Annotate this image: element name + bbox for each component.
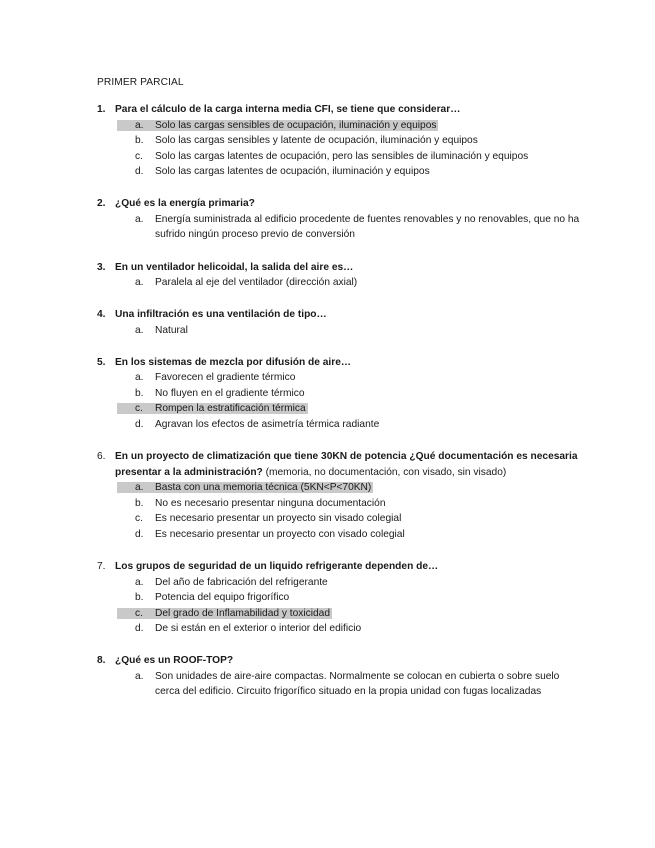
answer-list <box>97 275 587 291</box>
question-line <box>97 559 587 575</box>
answer-letter-text: a. <box>135 576 144 588</box>
answer-letter-text: b. <box>135 387 144 399</box>
question-line <box>97 449 587 480</box>
answer-list <box>97 370 587 432</box>
question-text: ¿Qué es la energía primaria? <box>115 198 255 210</box>
question-5 <box>97 355 587 433</box>
answer-letter <box>97 496 155 512</box>
answer-option <box>97 386 587 402</box>
answer-option <box>97 606 587 622</box>
answer-text-wrap <box>155 133 587 149</box>
answer-text: Del año de fabricación del refrigerante <box>155 576 328 588</box>
question-number: 6. <box>97 451 106 463</box>
answer-text-wrap <box>155 590 587 606</box>
question-2 <box>97 196 587 243</box>
answer-text: Son unidades de aire-aire compactas. Normalmente se colocan en cubierta o sobre suelo cerca del edificio. Circuito frigorífico situado en la propia unidad con fugas localizadas <box>155 670 560 698</box>
question-number: 7. <box>97 561 106 572</box>
answer-option <box>97 480 587 496</box>
answer-text: Energía suministrada al edificio procedente de fuentes renovables y no renovables, que no ha sufrido ningún proceso previo de conversión <box>155 213 580 241</box>
answer-letter-text: c. <box>117 608 151 619</box>
answer-letter-text: d. <box>135 623 144 635</box>
answer-text-wrap <box>155 164 587 180</box>
question-7 <box>97 559 587 637</box>
answer-letter-text: c. <box>117 403 151 414</box>
question-line <box>97 196 587 212</box>
question-6 <box>97 449 587 542</box>
answer-option <box>97 275 587 291</box>
question-number: 3. <box>97 261 106 273</box>
answer-letter <box>97 149 155 165</box>
answer-text: Paralela al eje del ventilador (dirección axial) <box>155 277 358 289</box>
answer-text: Potencia del equipo frigorífico <box>155 592 290 604</box>
answer-text-wrap <box>155 669 587 700</box>
answer-letter-text: d. <box>135 528 144 540</box>
question-line <box>97 355 587 371</box>
question-number: 4. <box>97 309 106 321</box>
answer-letter-text: a. <box>135 213 144 225</box>
answer-text: Es necesario presentar un proyecto sin visado colegial <box>155 513 402 525</box>
answer-letter <box>97 370 155 386</box>
question-number: 5. <box>97 356 106 368</box>
answer-text-wrap <box>155 212 587 243</box>
highlighted-answer-text: Solo las cargas sensibles de ocupación, iluminación y equipos <box>147 120 438 131</box>
answer-letter <box>97 133 155 149</box>
answer-option <box>97 496 587 512</box>
answer-text-wrap <box>155 118 587 134</box>
question-line <box>97 653 587 669</box>
question-text: Para el cálculo de la carga interna media CFI, se tiene que considerar… <box>115 104 461 115</box>
answer-text-wrap <box>155 417 587 433</box>
answer-option <box>97 149 587 165</box>
answer-list <box>97 118 587 180</box>
answer-letter <box>97 669 155 700</box>
answer-option <box>97 118 587 134</box>
answer-text: Es necesario presentar un proyecto con visado colegial <box>155 528 405 540</box>
answer-letter <box>97 275 155 291</box>
answer-list <box>97 212 587 243</box>
question-4 <box>97 307 587 338</box>
answer-text-wrap <box>155 575 587 591</box>
question-text-wrap <box>115 260 587 276</box>
answer-list <box>97 323 587 339</box>
question-text-wrap <box>115 653 587 669</box>
answer-option <box>97 417 587 433</box>
highlighted-answer-text: Rompen la estratificación térmica <box>147 403 308 414</box>
answer-list <box>97 480 587 542</box>
answer-option <box>97 212 587 243</box>
question-text-wrap <box>115 559 587 575</box>
answer-text-wrap <box>155 401 587 417</box>
question-number: 1. <box>97 104 106 115</box>
answer-letter <box>97 621 155 637</box>
answer-text-wrap <box>155 621 587 637</box>
answer-letter-text: a. <box>117 120 152 131</box>
answer-text: Agravan los efectos de asimetría térmica radiante <box>155 419 380 431</box>
question-text: ¿Qué es un ROOF-TOP? <box>115 655 234 667</box>
question-text: Los grupos de seguridad de un liquido refrigerante dependen de… <box>115 561 439 572</box>
question-text: Una infiltración es una ventilación de tipo… <box>115 309 327 321</box>
answer-option <box>97 575 587 591</box>
answer-text: Natural <box>155 324 188 336</box>
answer-option <box>97 323 587 339</box>
answer-text: Solo las cargas sensibles y latente de ocupación, iluminación y equipos <box>155 135 478 147</box>
answer-text-wrap <box>155 323 587 339</box>
question-number: 2. <box>97 198 106 210</box>
answer-letter <box>97 386 155 402</box>
answer-text: No es necesario presentar ninguna documentación <box>155 497 386 509</box>
answer-letter-text: a. <box>135 277 144 289</box>
question-number: 8. <box>97 655 106 667</box>
question-8 <box>97 653 587 700</box>
highlighted-answer-text: Del grado de Inflamabilidad y toxicidad <box>147 608 332 619</box>
answer-letter-text: b. <box>135 497 144 509</box>
answer-text: De si están en el exterior o interior del edificio <box>155 623 362 635</box>
answer-letter-text: a. <box>135 324 144 336</box>
question-text-wrap <box>115 449 587 480</box>
question-text-wrap <box>115 196 587 212</box>
answer-option <box>97 133 587 149</box>
answer-letter <box>97 323 155 339</box>
answer-text: No fluyen en el gradiente térmico <box>155 387 305 399</box>
document-title: PRIMER PARCIAL <box>97 77 184 88</box>
answer-letter <box>97 212 155 243</box>
answer-letter-text: c. <box>135 513 143 525</box>
answer-text: Solo las cargas latentes de ocupación, pero las sensibles de iluminación y equipos <box>155 150 529 162</box>
highlighted-answer-text: Basta con una memoria técnica (5KN<P<70KN) <box>147 482 373 493</box>
answer-text-wrap <box>155 606 587 622</box>
question-3 <box>97 260 587 291</box>
answer-letter <box>97 417 155 433</box>
answer-letter <box>97 590 155 606</box>
answer-letter-text: b. <box>135 135 144 147</box>
answer-text-wrap <box>155 149 587 165</box>
question-note: (memoria, no documentación, con visado, sin visado) <box>262 466 507 478</box>
answer-text-wrap <box>155 527 587 543</box>
answer-text: Favorecen el gradiente térmico <box>155 372 296 384</box>
answer-letter-text: c. <box>135 150 143 162</box>
answer-text-wrap <box>155 496 587 512</box>
question-line <box>97 307 587 323</box>
answer-text-wrap <box>155 275 587 291</box>
answer-option <box>97 527 587 543</box>
answer-text-wrap <box>155 386 587 402</box>
answer-letter-text: d. <box>135 419 144 431</box>
answer-option <box>97 511 587 527</box>
answer-letter-text: a. <box>135 670 144 682</box>
answer-letter-text: d. <box>135 166 144 178</box>
question-line <box>97 260 587 276</box>
answer-list <box>97 669 587 700</box>
question-text: En un ventilador helicoidal, la salida del aire es… <box>115 261 354 273</box>
question-line <box>97 102 587 118</box>
answer-letter <box>97 575 155 591</box>
answer-letter <box>97 511 155 527</box>
answer-letter <box>97 164 155 180</box>
answer-letter-text: b. <box>135 592 144 604</box>
answer-option <box>97 370 587 386</box>
answer-text-wrap <box>155 370 587 386</box>
question-text-wrap <box>115 102 587 118</box>
answer-option <box>97 669 587 700</box>
question-text-wrap <box>115 307 587 323</box>
answer-text-wrap <box>155 511 587 527</box>
answer-letter-text: a. <box>135 372 144 384</box>
question-text-wrap <box>115 355 587 371</box>
answer-letter <box>97 527 155 543</box>
answer-letter-text: a. <box>117 482 152 493</box>
answer-option <box>97 590 587 606</box>
question-text: En un proyecto de climatización que tiene 30KN de potencia ¿Qué documentación es necesaria presentar a la administración? <box>115 451 578 478</box>
answer-option <box>97 401 587 417</box>
answer-option <box>97 164 587 180</box>
answer-list <box>97 575 587 637</box>
question-1 <box>97 102 587 180</box>
answer-option <box>97 621 587 637</box>
question-list <box>97 102 587 717</box>
answer-text-wrap <box>155 480 587 496</box>
answer-text: Solo las cargas latentes de ocupación, iluminación y equipos <box>155 166 430 178</box>
question-text: En los sistemas de mezcla por difusión de aire… <box>115 356 352 368</box>
